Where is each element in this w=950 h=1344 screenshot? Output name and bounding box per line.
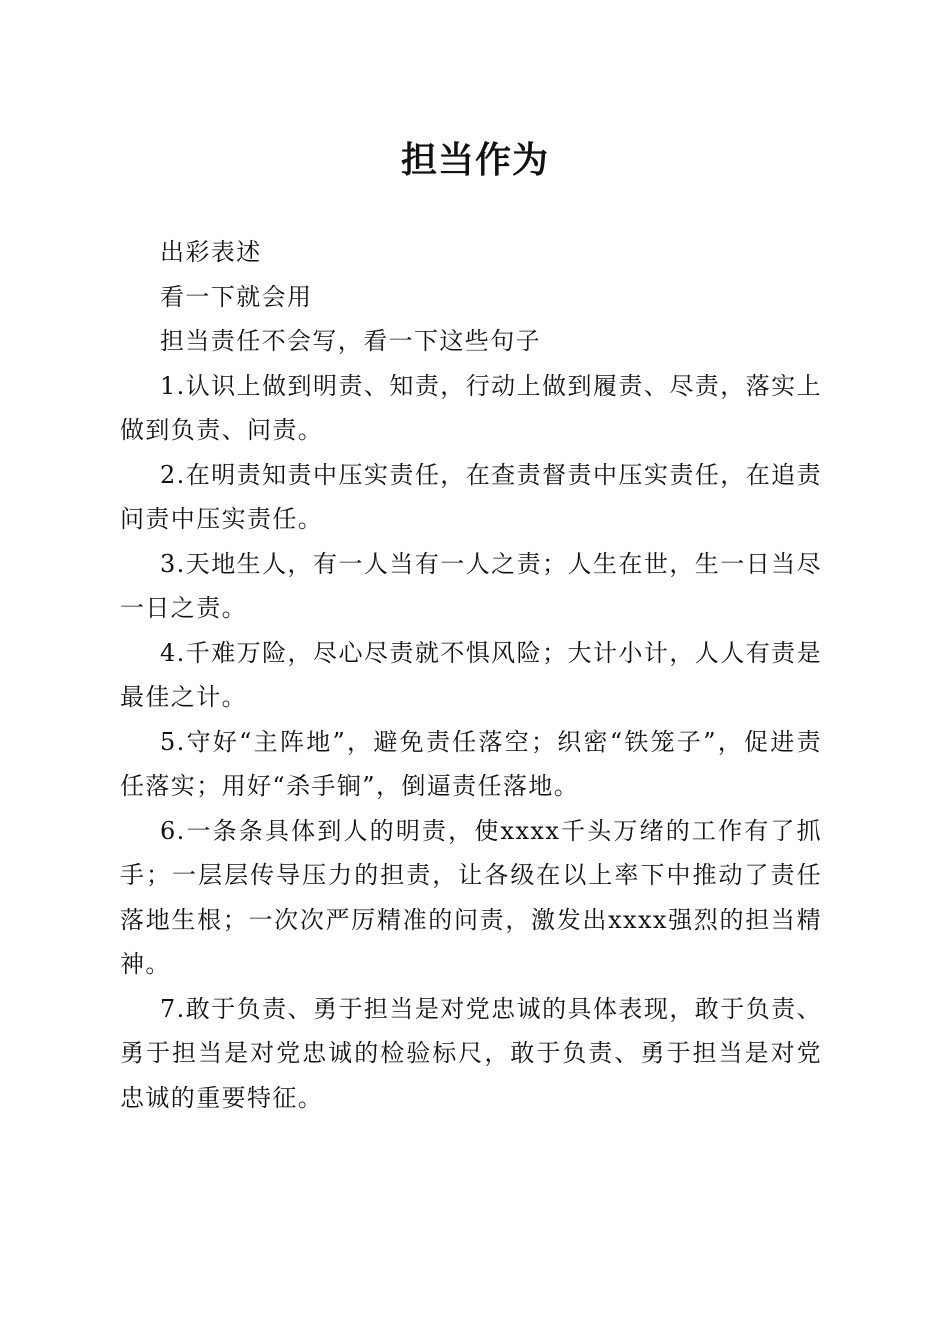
document-title: 担当作为 (400, 139, 549, 181)
paragraph-item-3: 3.天地生人，有一人当有一人之责；人生在世，生一日当尽一日之责。 (120, 549, 822, 622)
paragraph-item-1: 1.认识上做到明责、知责，行动上做到履责、尽责，落实上做到负责、问责。 (120, 371, 822, 444)
paragraph-item-7: 7.敢于负责、勇于担当是对党忠诚的具体表现，敢于负责、勇于担当是对党忠诚的检验标尺，敢于负责、勇于担当是对党忠诚的重要特征。 (120, 994, 822, 1112)
paragraph-intro-3: 担当责任不会写，看一下这些句子 (160, 327, 541, 355)
paragraph-item-4: 4.千难万险，尽心尽责就不惧风险；大计小计，人人有责是最佳之计。 (120, 638, 822, 711)
paragraph-item-2: 2.在明责知责中压实责任，在查责督责中压实责任，在追责问责中压实责任。 (120, 460, 822, 533)
paragraph-item-5: 5.守好“主阵地”，避免责任落空；织密“铁笼子”，促进责任落实；用好“杀手锏”，倒逼责任落地。 (120, 727, 822, 800)
paragraph-intro-2: 看一下就会用 (160, 282, 313, 311)
paragraph-intro-1: 出彩表述 (160, 238, 262, 266)
paragraph-item-6: 6.一条条具体到人的明责，使xxxx千头万绪的工作有了抓手；一层层传导压力的担责，让各级在以上率下中推动了责任落地生根；一次次严厉精准的问责，激发出xxxx强烈的担当精神。 (120, 816, 822, 978)
document-body (120, 230, 822, 1120)
